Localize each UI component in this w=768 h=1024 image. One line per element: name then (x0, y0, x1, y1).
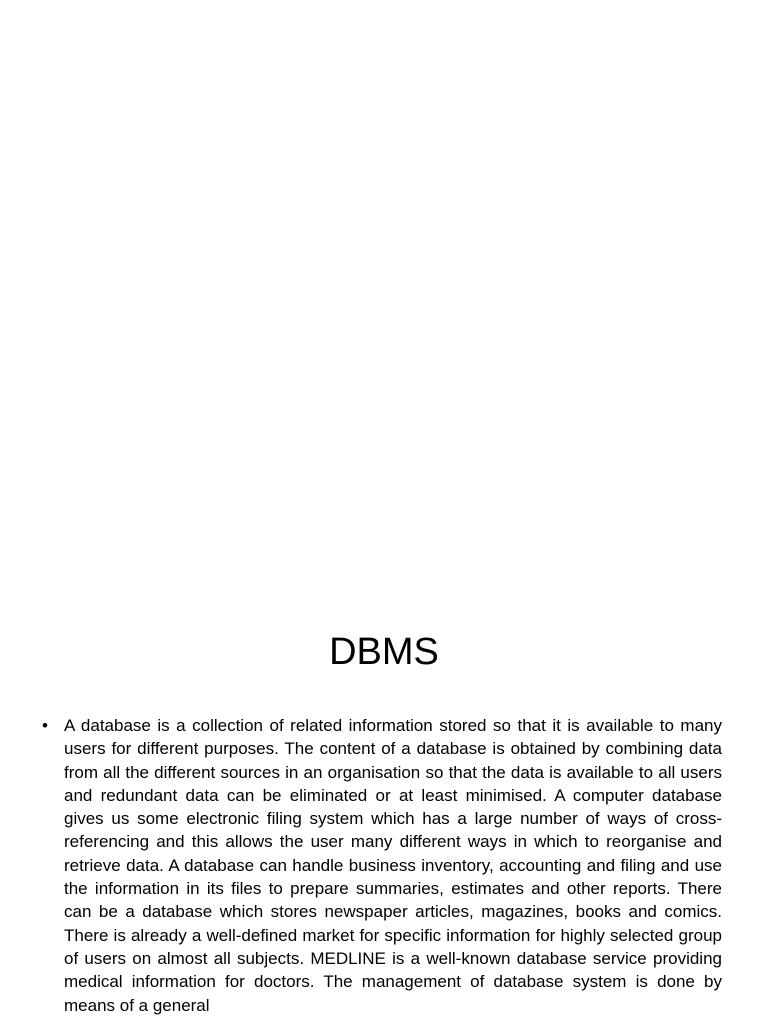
bullet-marker: • (42, 716, 48, 735)
slide-title: DBMS (329, 631, 439, 673)
bullet-text: A database is a collection of related information stored so that it is available to many users for different purposes. The content of a database is obtained by combining data from all the different sources in an organisation so that the data is available to all users and redundant data can be eliminated or at least minimised. A computer database gives us some electronic filing system which has a large number of ways of cross-referencing and this allows the user many different ways in which to reorganise and retrieve data. A database can handle business inventory, accounting and filing and use the information in its files to prepare summaries, estimates and other reports. There can be a database which stores newspaper articles, magazines, books and comics. There is already a well-defined market for specific information for highly selected group of users on almost all subjects. MEDLINE is a well-known database service providing medical information for doctors. The management of database system is done by means of a general (64, 716, 722, 1015)
bullet-item (38, 714, 722, 1017)
bullet-list (38, 714, 722, 1017)
